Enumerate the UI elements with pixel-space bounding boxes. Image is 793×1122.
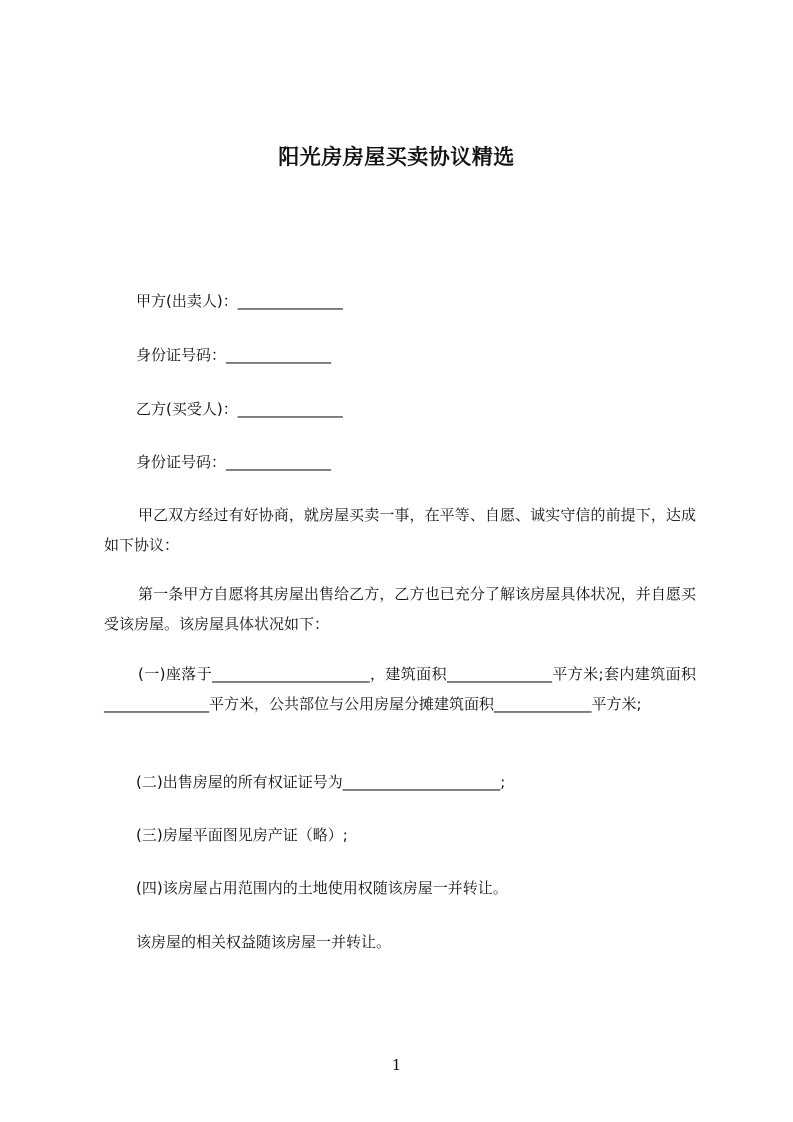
article-one-paragraph: 第一条甲方自愿将其房屋出售给乙方，乙方也已充分了解该房屋具体状况，并自愿买受该房屋。该房屋具体状况如下： xyxy=(104,585,696,633)
party-b-id-line: 身份证号码：______________ xyxy=(136,453,332,471)
item-one-paragraph: (一)座落于_____________________，建筑面积______________平方米;套内建筑面积______________平方米，公共部位与公用房屋分摊建筑面积_____________平方米; xyxy=(104,665,696,713)
item-three-line: (三)房屋平面图见房产证（略）; xyxy=(136,826,348,844)
item-four-line: (四)该房屋占用范围内的土地使用权随该房屋一并转让。 xyxy=(136,879,508,897)
party-a-id-line: 身份证号码：______________ xyxy=(136,346,332,364)
preamble-paragraph: 甲乙双方经过有好协商，就房屋买卖一事，在平等、自愿、诚实守信的前提下，达成如下协议： xyxy=(104,506,696,554)
party-a-line: 甲方(出卖人)：______________ xyxy=(136,292,343,310)
document-title: 阳光房房屋买卖协议精选 xyxy=(278,145,515,169)
rights-line: 该房屋的相关权益随该房屋一并转让。 xyxy=(136,933,392,951)
page-number: 1 xyxy=(391,1056,402,1074)
party-b-line: 乙方(买受人)：______________ xyxy=(136,400,343,418)
item-two-line: (二)出售房屋的所有权证证号为_____________________; xyxy=(136,773,506,791)
